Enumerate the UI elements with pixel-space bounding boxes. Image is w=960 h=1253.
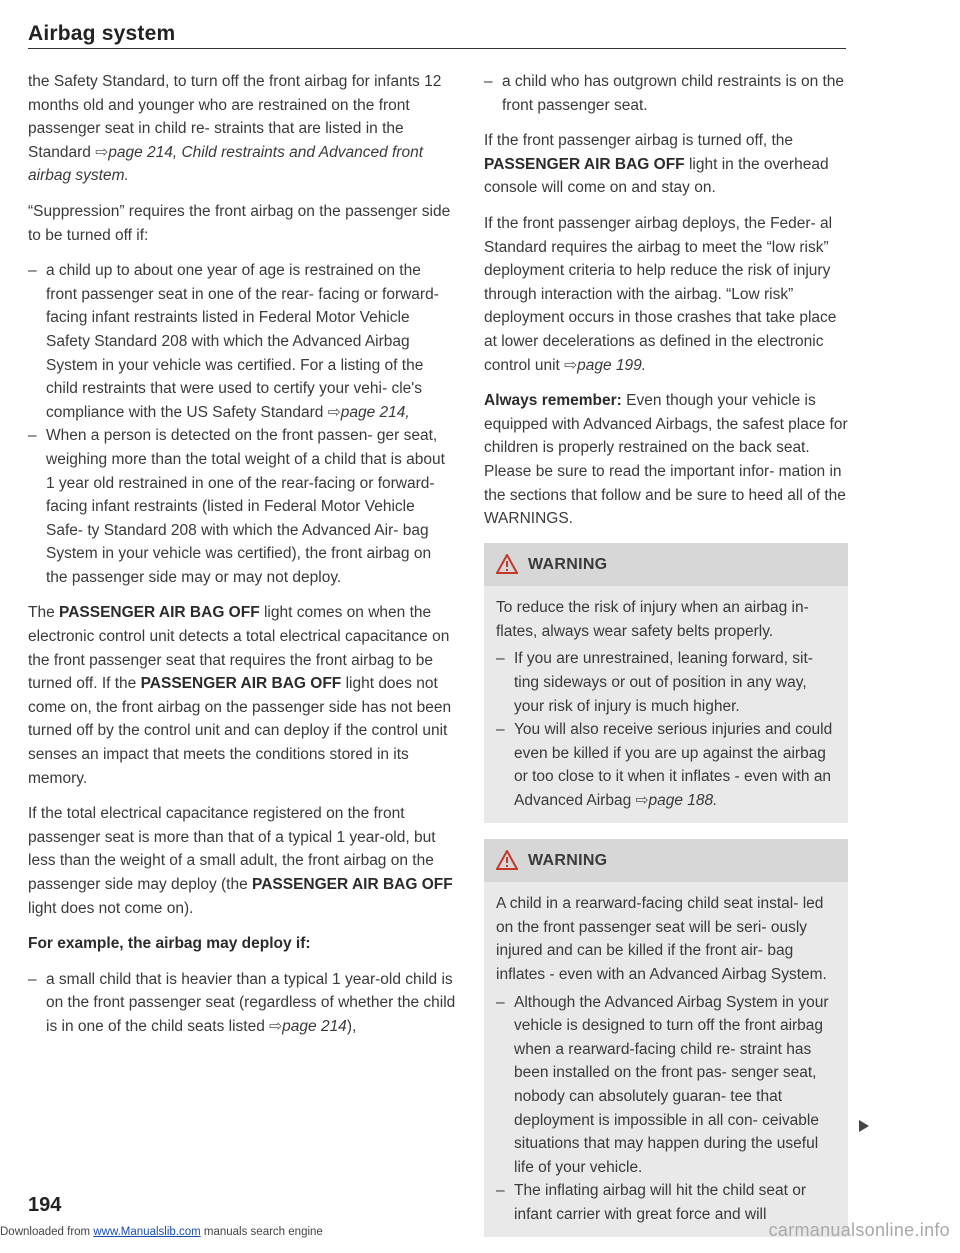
list-item: – a child up to about one year of age is restrained on the front passenger seat in one of the rear- facing or forward-facing infant restraints listed in Federal Motor Vehicle Safety Standard 208 with which the Advanced Airbag System in your vehicle was certified. For a listing of the child restraints that were used to certify your vehi- cle's compliance with the US Safety Standard ⇨page 214, <box>28 259 456 424</box>
warning-body <box>484 586 848 822</box>
list-item: – When a person is detected on the front passen- ger seat, weighing more than the total weight of a child that is about 1 year old restrained in one of the rear-facing or forward-facing infant restraints (listed in Federal Motor Vehicle Safe- ty Standard 208 with which the Advanced Air- bag System in your vehicle was certified), the front airbag on the passenger side may or may not deploy. <box>28 424 456 589</box>
paragraph: the Safety Standard, to turn off the front airbag for infants 12 months old and younger who are restrained on the front passenger seat in child re- straints that are listed in the Standard ⇨page 214, Child restraints and Advanced front airbag system. <box>28 73 442 185</box>
watermark: carmanualsonline.info <box>768 1220 950 1240</box>
page-reference-link[interactable]: page 214, Child restraints and Advanced front airbag system. <box>28 143 424 185</box>
arrow-right-icon: ⇨ <box>95 143 109 161</box>
warning-box <box>484 543 848 823</box>
indicator-light-name: PASSENGER AIR BAG OFF <box>252 876 453 893</box>
arrow-right-icon: ⇨ <box>564 356 578 374</box>
warning-triangle-icon <box>496 850 518 870</box>
download-footer: Downloaded from www.Manualslib.com manuals search engine <box>0 1226 323 1238</box>
condition-list <box>28 259 456 589</box>
page-number: 194 <box>28 1194 62 1216</box>
indicator-light-name: PASSENGER AIR BAG OFF <box>59 604 260 622</box>
page-reference-link[interactable]: page 188. <box>648 792 718 810</box>
manualslib-link[interactable]: www.Manualslib.com <box>93 1226 201 1238</box>
list-item: – The inflating airbag will hit the child seat or infant carrier with great force and will <box>496 1179 836 1226</box>
warning-header <box>484 543 848 587</box>
warning-intro: A child in a rearward-facing child seat instal- led on the front passenger seat will be seri- ously injured and can be killed if the front air- bag inflates - even with an Advanced Airbag System. <box>496 895 827 983</box>
warning-intro: To reduce the risk of injury when an airbag in- flates, always wear safety belts properly. <box>496 599 809 640</box>
indicator-light-name: PASSENGER AIR BAG OFF <box>140 675 342 693</box>
warning-list <box>496 647 836 812</box>
paragraph: If the total electrical capacitance registered on the front passenger seat is more than that of a typical 1 year-old, but less than the weight of a small adult, the front airbag on the passenger side may deploy (the PASSENGER AIR BAG OFF light does not come on). <box>28 805 453 917</box>
warning-title: WARNING <box>528 851 608 869</box>
warning-title: WARNING <box>528 555 608 573</box>
paragraph: “Suppression” requires the front airbag on the passenger side to be turned off if: <box>28 202 451 244</box>
indicator-light-name: PASSENGER AIR BAG OFF <box>484 155 685 173</box>
right-column <box>484 70 848 1253</box>
paragraph: If the front passenger airbag deploys, the Feder- al Standard requires the airbag to meet the “low risk” deployment criteria to help reduce the risk of injury through interaction with the airbag. “Low risk” deployment occurs in those crashes that take place at lower decelerations as defined in the electronic control unit ⇨page 199. <box>484 214 837 374</box>
warning-header <box>484 839 848 883</box>
warning-list <box>496 991 836 1227</box>
paragraph: If the front passenger airbag is turned off, the PASSENGER AIR BAG OFF light in the overhead console will come on and stay on. <box>484 132 829 197</box>
list-item: – If you are unrestrained, leaning forward, sit- ting sideways or out of position in any way, your risk of injury is much higher. <box>496 647 836 718</box>
paragraph: The PASSENGER AIR BAG OFF light comes on when the electronic control unit detects a total electrical capacitance on the front passenger seat that requires the front airbag to be turned off. If the PASSENGER AIR BAG OFF light does not come on, the front airbag on the passenger side has not been turned off by the control unit and can deploy if the control unit senses an impact that meets the conditions stored in its memory. <box>28 604 452 787</box>
page-reference-link[interactable]: page 214 <box>282 1017 347 1035</box>
arrow-right-icon: ⇨ <box>269 1017 283 1035</box>
list-item: – Although the Advanced Airbag System in your vehicle is designed to turn off the front airbag when a rearward-facing child re- straint has been installed on the front pas- senger seat, nobody can absolutely guaran- tee that deployment is impossible in all con- ceivable situations that may happen during the useful life of your vehicle. <box>496 991 836 1180</box>
page-reference-link[interactable]: page 214, <box>340 403 410 421</box>
continue-arrow-icon <box>859 1120 869 1132</box>
left-column <box>28 70 456 1051</box>
example-list <box>28 968 456 1039</box>
emphasis-label: Always remember: <box>484 392 622 410</box>
header-divider <box>28 48 846 49</box>
section-title: Airbag system <box>28 22 176 45</box>
warning-body <box>484 882 848 1236</box>
subheading: For example, the airbag may deploy if: <box>28 935 311 953</box>
list-item: – a small child that is heavier than a typical 1 year-old child is on the front passenger seat (regardless of whether the child is in one of the child seats listed ⇨page 214), <box>28 968 456 1039</box>
arrow-right-icon: ⇨ <box>635 792 649 810</box>
example-list-continued <box>484 70 848 117</box>
list-item: – a child who has outgrown child restraints is on the front passenger seat. <box>484 70 848 117</box>
arrow-right-icon: ⇨ <box>327 403 341 421</box>
paragraph: Always remember: Even though your vehicle is equipped with Advanced Airbags, the safest place for children is properly restrained on the back seat. Please be sure to read the important infor- mation in the sections that follow and be sure to heed all of the WARNINGS. <box>484 392 848 528</box>
warning-triangle-icon <box>496 554 518 574</box>
page-reference-link[interactable]: page 199. <box>577 356 647 374</box>
warning-box <box>484 839 848 1237</box>
list-item: – You will also receive serious injuries and could even be killed if you are up against the airbag or too close to it when it inflates - even with an Advanced Airbag ⇨page 188. <box>496 718 836 812</box>
